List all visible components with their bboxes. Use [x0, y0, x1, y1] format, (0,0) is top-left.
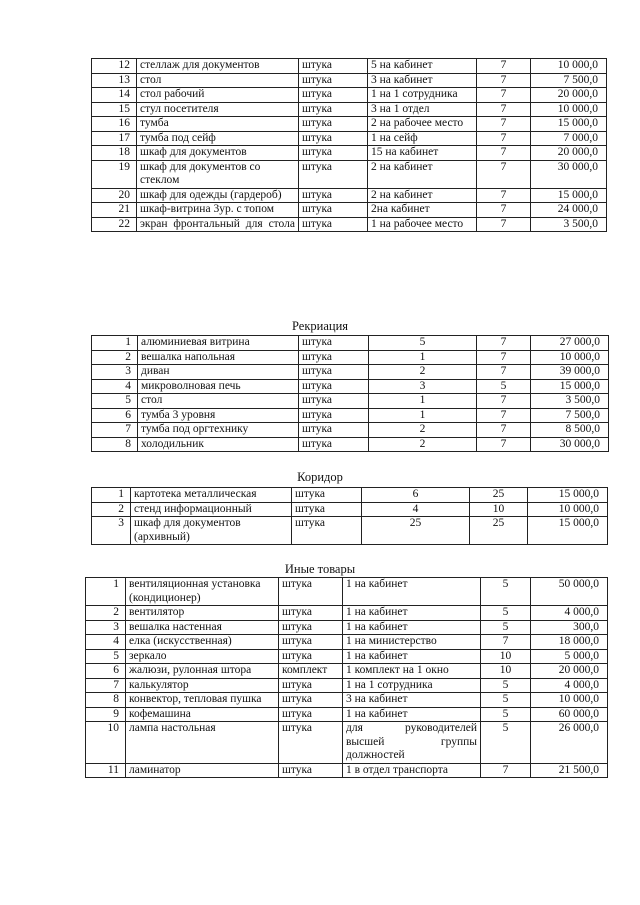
item-quantity-norm: 2 на кабинет [368, 160, 477, 188]
row-number: 9 [86, 707, 126, 722]
item-unit: штука [299, 203, 368, 218]
item-price: 15 000,0 [531, 188, 607, 203]
item-unit: штука [299, 188, 368, 203]
row-number: 1 [92, 336, 138, 351]
item-name: холодильник [138, 437, 299, 452]
item-price: 7 500,0 [531, 73, 607, 88]
item-service-years: 5 [481, 722, 531, 764]
row-number: 13 [92, 73, 137, 88]
item-price: 30 000,0 [531, 160, 607, 188]
row-number: 16 [92, 117, 137, 132]
item-price: 39 000,0 [531, 365, 609, 380]
item-name: зеркало [126, 649, 279, 664]
table-row [92, 88, 607, 103]
row-number: 8 [92, 437, 138, 452]
item-service-years: 7 [477, 437, 531, 452]
table-row [92, 517, 608, 545]
item-quantity-norm: 1 на 1 сотрудника [343, 678, 481, 693]
item-unit: штука [292, 517, 362, 545]
item-unit: штука [279, 678, 343, 693]
section-caption-recreation: Рекриация [291, 319, 349, 333]
item-quantity-norm: 1 [369, 394, 477, 409]
item-quantity-norm: 1 на кабинет [343, 707, 481, 722]
item-quantity-norm: 6 [362, 488, 470, 503]
row-number: 3 [86, 620, 126, 635]
item-unit: штука [299, 73, 368, 88]
item-unit: штука [299, 394, 369, 409]
item-service-years: 7 [477, 394, 531, 409]
item-quantity-norm: 1 на рабочее место [368, 217, 477, 232]
item-name: тумба [137, 117, 299, 132]
row-number: 1 [92, 488, 131, 503]
item-price: 21 500,0 [531, 763, 608, 778]
item-price: 300,0 [531, 620, 608, 635]
item-quantity-norm: 5 на кабинет [368, 59, 477, 74]
item-unit: штука [299, 365, 369, 380]
item-price: 10 000,0 [531, 102, 607, 117]
item-service-years: 5 [481, 693, 531, 708]
table-row [86, 649, 608, 664]
item-name: лампа настольная [126, 722, 279, 764]
item-service-years: 5 [481, 678, 531, 693]
item-unit: штука [299, 117, 368, 132]
item-service-years: 7 [477, 203, 531, 218]
item-price: 10 000,0 [531, 693, 608, 708]
row-number: 5 [92, 394, 138, 409]
item-quantity-norm: 1 на кабинет [343, 620, 481, 635]
item-name: калькулятор [126, 678, 279, 693]
item-service-years: 5 [481, 606, 531, 621]
item-price: 3 500,0 [531, 217, 607, 232]
table-row [92, 502, 608, 517]
item-price: 15 000,0 [528, 517, 608, 545]
item-price: 3 500,0 [531, 394, 609, 409]
item-name: алюминиевая витрина [138, 336, 299, 351]
item-unit: штука [299, 102, 368, 117]
item-unit: штука [299, 408, 369, 423]
table-row [92, 350, 609, 365]
item-quantity-norm: 2на кабинет [368, 203, 477, 218]
table-row [86, 635, 608, 650]
item-price: 60 000,0 [531, 707, 608, 722]
item-unit: штука [299, 350, 369, 365]
item-service-years: 10 [470, 502, 528, 517]
table-row [92, 488, 608, 503]
item-quantity-norm: 1 на 1 сотрудника [368, 88, 477, 103]
item-unit: штука [299, 146, 368, 161]
item-unit: штука [279, 649, 343, 664]
item-unit: комплект [279, 664, 343, 679]
item-quantity-norm: 1 в отдел транспорта [343, 763, 481, 778]
item-price: 4 000,0 [531, 606, 608, 621]
row-number: 2 [86, 606, 126, 621]
item-service-years: 7 [477, 117, 531, 132]
item-name: шкаф-витрина 3ур. с топом [137, 203, 299, 218]
item-service-years: 7 [477, 423, 531, 438]
table-row [86, 707, 608, 722]
row-number: 14 [92, 88, 137, 103]
item-unit: штука [279, 722, 343, 764]
table-row [86, 606, 608, 621]
item-service-years: 5 [477, 379, 531, 394]
item-service-years: 25 [470, 517, 528, 545]
table-row [92, 59, 607, 74]
item-name: шкаф для документов со стеклом [137, 160, 299, 188]
item-name: шкаф для документов (архивный) [131, 517, 292, 545]
item-quantity-norm: 2 [369, 423, 477, 438]
item-name: стол [137, 73, 299, 88]
item-service-years: 7 [477, 217, 531, 232]
section-caption-other-goods: Иные товары [284, 562, 356, 576]
item-name: стенд информационный [131, 502, 292, 517]
item-quantity-norm: 3 на кабинет [343, 693, 481, 708]
table-row [86, 664, 608, 679]
item-quantity-norm: 2 [369, 365, 477, 380]
table-row [92, 408, 609, 423]
item-unit: штука [279, 693, 343, 708]
row-number: 2 [92, 502, 131, 517]
item-unit: штука [279, 620, 343, 635]
item-service-years: 7 [477, 73, 531, 88]
item-quantity-norm: 1 на сейф [368, 131, 477, 146]
row-number: 11 [86, 763, 126, 778]
row-number: 3 [92, 365, 138, 380]
item-unit: штука [299, 59, 368, 74]
table-row [92, 188, 607, 203]
item-quantity-norm: 1 на кабинет [343, 578, 481, 606]
item-name: диван [138, 365, 299, 380]
item-price: 10 000,0 [531, 59, 607, 74]
row-number: 5 [86, 649, 126, 664]
item-unit: штука [279, 578, 343, 606]
item-name: конвектор, тепловая пушка [126, 693, 279, 708]
row-number: 7 [92, 423, 138, 438]
item-quantity-norm: 5 [369, 336, 477, 351]
table-row [92, 203, 607, 218]
row-number: 4 [86, 635, 126, 650]
recreation-table-body [92, 336, 609, 452]
item-price: 4 000,0 [531, 678, 608, 693]
item-price: 30 000,0 [531, 437, 609, 452]
item-unit: штука [299, 423, 369, 438]
item-quantity-norm: 2 на рабочее место [368, 117, 477, 132]
item-unit: штука [279, 763, 343, 778]
row-number: 21 [92, 203, 137, 218]
item-service-years: 5 [481, 620, 531, 635]
item-service-years: 7 [477, 160, 531, 188]
item-service-years: 5 [481, 578, 531, 606]
item-price: 50 000,0 [531, 578, 608, 606]
item-name: жалюзи, рулонная штора [126, 664, 279, 679]
row-number: 6 [86, 664, 126, 679]
item-unit: штука [299, 336, 369, 351]
item-quantity-norm: 4 [362, 502, 470, 517]
item-name: вешалка настенная [126, 620, 279, 635]
item-service-years: 7 [477, 365, 531, 380]
table-row [92, 379, 609, 394]
row-number: 8 [86, 693, 126, 708]
table-row [86, 763, 608, 778]
row-number: 3 [92, 517, 131, 545]
item-name: тумба 3 уровня [138, 408, 299, 423]
furniture-table [91, 58, 607, 232]
row-number: 1 [86, 578, 126, 606]
row-number: 17 [92, 131, 137, 146]
table-row [92, 160, 607, 188]
item-unit: штука [299, 131, 368, 146]
furniture-table-body [92, 59, 607, 232]
item-service-years: 7 [477, 350, 531, 365]
item-service-years: 7 [477, 408, 531, 423]
item-name: стул посетителя [137, 102, 299, 117]
item-quantity-norm: 25 [362, 517, 470, 545]
row-number: 20 [92, 188, 137, 203]
item-service-years: 7 [477, 59, 531, 74]
item-unit: штука [299, 160, 368, 188]
item-price: 5 000,0 [531, 649, 608, 664]
table-row [92, 394, 609, 409]
item-price: 15 000,0 [531, 117, 607, 132]
item-price: 20 000,0 [531, 146, 607, 161]
other-goods-table-body [86, 578, 608, 778]
item-service-years: 10 [481, 649, 531, 664]
item-service-years: 7 [477, 102, 531, 117]
item-service-years: 7 [477, 146, 531, 161]
item-price: 18 000,0 [531, 635, 608, 650]
item-name: картотека металлическая [131, 488, 292, 503]
table-row [92, 117, 607, 132]
item-price: 20 000,0 [531, 664, 608, 679]
item-quantity-norm: 2 на кабинет [368, 188, 477, 203]
item-unit: штука [292, 488, 362, 503]
item-service-years: 7 [477, 131, 531, 146]
item-name: экран фронтальный для стола [137, 217, 299, 232]
item-price: 7 500,0 [531, 408, 609, 423]
corridor-table-body [92, 488, 608, 545]
item-unit: штука [299, 437, 369, 452]
item-name: ламинатор [126, 763, 279, 778]
row-number: 22 [92, 217, 137, 232]
item-unit: штука [279, 606, 343, 621]
item-service-years: 7 [481, 763, 531, 778]
item-name: вешалка напольная [138, 350, 299, 365]
recreation-table [91, 335, 609, 452]
item-name: стол рабочий [137, 88, 299, 103]
row-number: 15 [92, 102, 137, 117]
item-name: стол [138, 394, 299, 409]
item-price: 27 000,0 [531, 336, 609, 351]
item-name: кофемашина [126, 707, 279, 722]
row-number: 12 [92, 59, 137, 74]
item-service-years: 7 [481, 635, 531, 650]
item-unit: штука [279, 707, 343, 722]
table-row [92, 146, 607, 161]
item-name: вентиляционная установка (кондиционер) [126, 578, 279, 606]
table-row [86, 678, 608, 693]
item-price: 26 000,0 [531, 722, 608, 764]
item-unit: штука [292, 502, 362, 517]
item-price: 24 000,0 [531, 203, 607, 218]
row-number: 6 [92, 408, 138, 423]
table-row [92, 217, 607, 232]
item-name: микроволновая печь [138, 379, 299, 394]
item-quantity-norm: 3 на кабинет [368, 73, 477, 88]
item-quantity-norm: 1 на кабинет [343, 649, 481, 664]
table-row [92, 73, 607, 88]
table-row [92, 131, 607, 146]
item-unit: штука [299, 88, 368, 103]
item-quantity-norm: 15 на кабинет [368, 146, 477, 161]
item-quantity-norm: для руководителей высшей группы должностей [343, 722, 481, 764]
table-row [86, 722, 608, 764]
item-service-years: 25 [470, 488, 528, 503]
other-goods-table [85, 577, 608, 778]
table-row [92, 437, 609, 452]
item-service-years: 10 [481, 664, 531, 679]
table-row [86, 578, 608, 606]
item-quantity-norm: 1 комплект на 1 окно [343, 664, 481, 679]
item-price: 15 000,0 [531, 379, 609, 394]
item-service-years: 5 [481, 707, 531, 722]
row-number: 10 [86, 722, 126, 764]
item-price: 15 000,0 [528, 488, 608, 503]
table-row [86, 620, 608, 635]
item-quantity-norm: 1 на министерство [343, 635, 481, 650]
item-name: тумба под сейф [137, 131, 299, 146]
item-quantity-norm: 1 [369, 350, 477, 365]
section-caption-corridor: Коридор [297, 470, 343, 484]
item-price: 20 000,0 [531, 88, 607, 103]
table-row [92, 423, 609, 438]
table-row [92, 102, 607, 117]
item-quantity-norm: 1 на кабинет [343, 606, 481, 621]
item-name: тумба под оргтехнику [138, 423, 299, 438]
item-quantity-norm: 3 [369, 379, 477, 394]
item-unit: штука [299, 217, 368, 232]
item-quantity-norm: 2 [369, 437, 477, 452]
item-service-years: 7 [477, 336, 531, 351]
row-number: 18 [92, 146, 137, 161]
item-name: стеллаж для документов [137, 59, 299, 74]
table-row [92, 365, 609, 380]
row-number: 7 [86, 678, 126, 693]
item-price: 7 000,0 [531, 131, 607, 146]
item-service-years: 7 [477, 188, 531, 203]
item-name: елка (искусственная) [126, 635, 279, 650]
item-name: шкаф для одежды (гардероб) [137, 188, 299, 203]
item-price: 8 500,0 [531, 423, 609, 438]
item-unit: штука [299, 379, 369, 394]
table-row [92, 336, 609, 351]
item-price: 10 000,0 [528, 502, 608, 517]
row-number: 19 [92, 160, 137, 188]
row-number: 2 [92, 350, 138, 365]
table-row [86, 693, 608, 708]
item-name: вентилятор [126, 606, 279, 621]
item-price: 10 000,0 [531, 350, 609, 365]
item-quantity-norm: 3 на 1 отдел [368, 102, 477, 117]
item-quantity-norm: 1 [369, 408, 477, 423]
item-unit: штука [279, 635, 343, 650]
item-service-years: 7 [477, 88, 531, 103]
item-name: шкаф для документов [137, 146, 299, 161]
corridor-table [91, 487, 608, 545]
row-number: 4 [92, 379, 138, 394]
